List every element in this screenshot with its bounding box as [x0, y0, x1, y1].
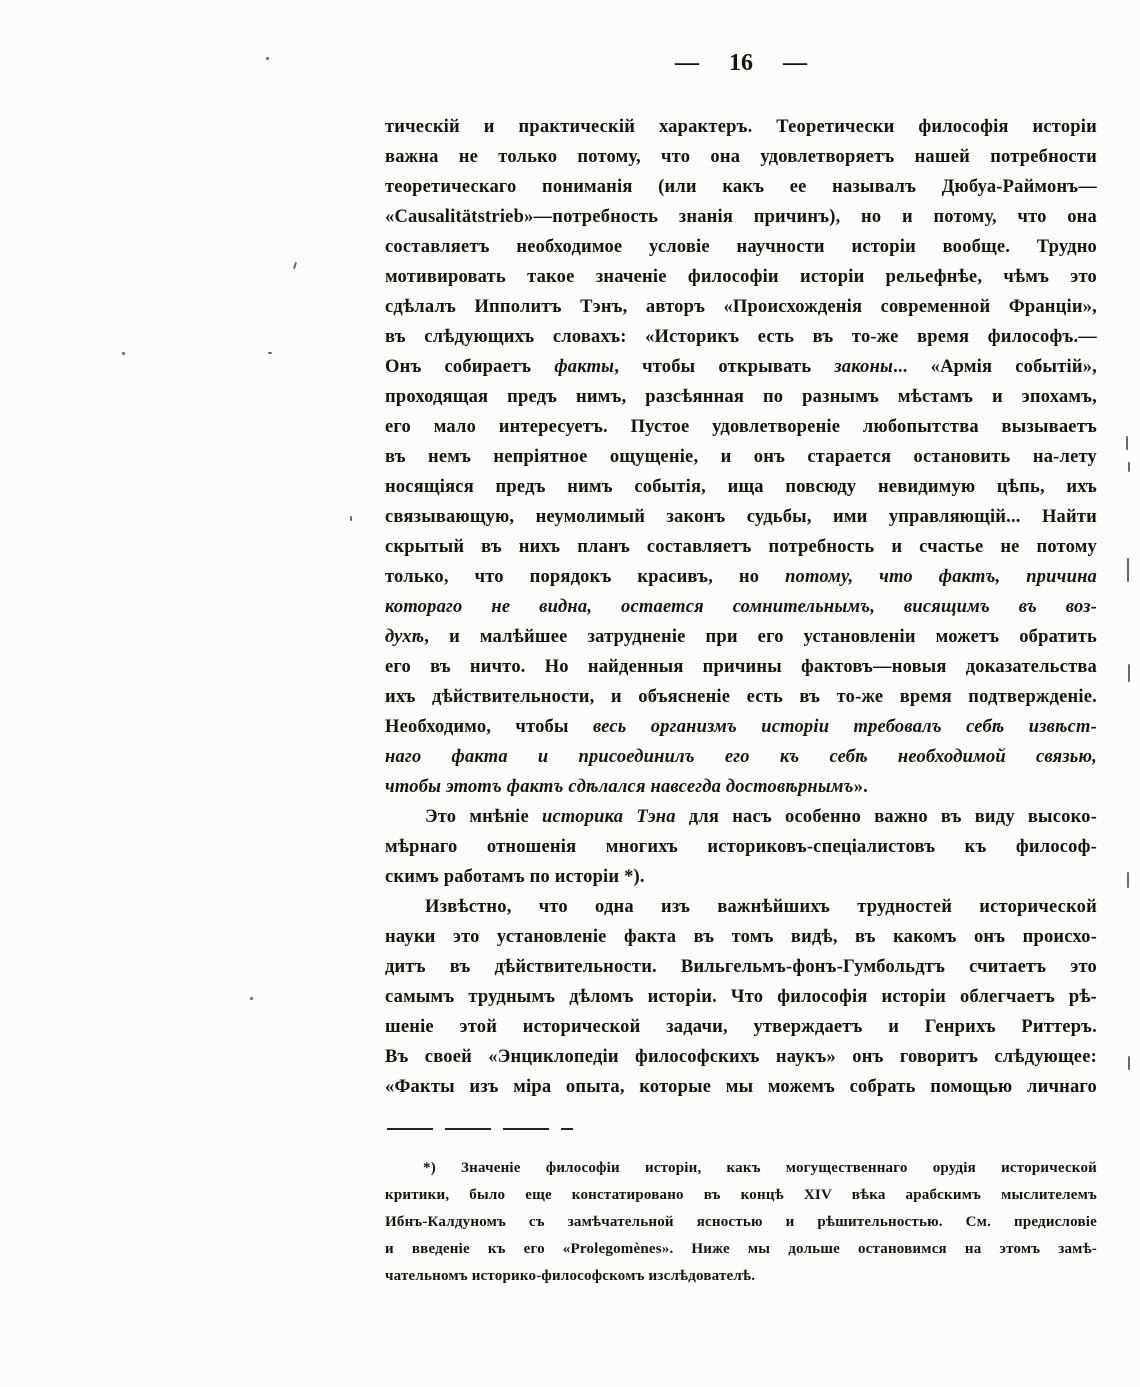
italic-text-run: потому, что фактъ, причина: [785, 567, 1097, 587]
text-line: [385, 622, 1097, 652]
text-run: «Факты изъ міра опыта, которые мы можемъ собрать помощью личнаго: [385, 1077, 1097, 1097]
text-run: самымъ труднымъ дѣломъ исторіи. Что философія исторіи облегчаетъ рѣ-: [385, 987, 1097, 1007]
text-line: [385, 1182, 1097, 1209]
text-run: Въ своей «Энциклопедіи философскихъ наукъ» онъ говоритъ слѣдующее:: [385, 1047, 1097, 1067]
italic-text-run: законы: [834, 357, 894, 377]
italic-text-run: наго факта и присоединилъ его къ себѣ необходимой связью,: [385, 747, 1097, 767]
text-line: [385, 682, 1097, 712]
text-run: ».: [853, 777, 869, 797]
text-run: *) Значеніе философіи исторіи, какъ могущественнаго орудія исторической: [423, 1160, 1097, 1176]
text-run: связывающую, неумолимый законъ судьбы, ими управляющій... Найти: [385, 507, 1097, 527]
text-line: [385, 952, 1097, 982]
page-number: [385, 50, 1097, 77]
text-run: мотивировать такое значеніе философіи исторіи рельефнѣе, чѣмъ это: [385, 267, 1097, 287]
text-run: и введеніе къ его «Prolegomènes». Ниже мы дольше остановимся на этомъ замѣ-: [385, 1241, 1097, 1257]
text-line: [385, 1209, 1097, 1236]
scan-speck: [1126, 436, 1128, 450]
text-run: проходящая предъ нимъ, разсѣянная по разнымъ мѣстамъ и эпохамъ,: [385, 387, 1097, 407]
text-line: [385, 772, 1097, 802]
text-line: [385, 202, 1097, 232]
text-run: скрытый въ нихъ планъ составляетъ потребность и счастье не потому: [385, 537, 1097, 557]
text-run: Онъ собираетъ: [385, 357, 555, 377]
text-run: составляетъ необходимое условіе научности исторіи вообще. Трудно: [385, 237, 1097, 257]
text-line: [385, 442, 1097, 472]
text-line: [385, 112, 1097, 142]
italic-text-run: котораго не видна, остается сомнительнымъ, висящимъ въ воз-: [385, 597, 1097, 617]
text-line: [385, 862, 1097, 892]
text-line: [385, 532, 1097, 562]
text-line: [385, 802, 1097, 832]
scan-speck: [268, 352, 272, 354]
italic-text-run: духѣ: [385, 627, 425, 647]
italic-text-run: историка Тэна: [542, 807, 676, 827]
text-run: , и малѣйшее затрудненіе при его установленіи можетъ обратить: [424, 627, 1097, 647]
text-line: [385, 562, 1097, 592]
text-run: для насъ особенно важно въ виду высоко-: [675, 807, 1097, 827]
italic-text-run: весь организмъ исторіи требовалъ себѣ извѣст-: [592, 717, 1097, 737]
text-line: [385, 1072, 1097, 1102]
scan-speck: [1128, 664, 1130, 682]
text-run: ихъ дѣйствительности, и объясненіе есть въ то-же время подтвержденіе.: [385, 687, 1097, 707]
text-line: [385, 172, 1097, 202]
text-line: [385, 922, 1097, 952]
text-run: въ немъ непріятное ощущеніе, и онъ старается остановить на-лету: [385, 447, 1097, 467]
scan-speck: [1127, 872, 1129, 888]
page-number-dash-left: —: [675, 50, 699, 76]
italic-text-run: чтобы этотъ фактъ сдѣлался навсегда достовѣрнымъ: [385, 777, 854, 797]
text-line: [385, 652, 1097, 682]
text-line: [385, 1012, 1097, 1042]
page-number-dash-right: —: [783, 50, 807, 76]
text-line: [385, 1236, 1097, 1263]
text-run: науки это установленіе факта въ томъ видѣ, въ какомъ онъ происхо-: [385, 927, 1097, 947]
text-run: дитъ въ дѣйствительности. Вильгельмъ-фонъ-Гумбольдтъ считаетъ это: [385, 957, 1097, 977]
text-run: теоретическаго пониманія (или какъ ее называлъ Дюбуа-Раймонъ—: [385, 177, 1097, 197]
text-run: важна не только потому, что она удовлетворяетъ нашей потребности: [385, 147, 1097, 167]
text-run: критики, было еще констатировано въ концѣ XIV вѣка арабскимъ мыслителемъ: [385, 1187, 1097, 1203]
text-run: только, что порядокъ красивъ, но: [385, 567, 786, 587]
text-run: Необходимо, чтобы: [385, 717, 593, 737]
text-run: скимъ работамъ по исторіи *).: [385, 867, 645, 887]
italic-text-run: факты: [554, 357, 615, 377]
text-line: [385, 472, 1097, 502]
scan-speck: [1128, 1056, 1130, 1070]
text-line: [385, 502, 1097, 532]
text-run: Извѣстно, что одна изъ важнѣйшихъ трудностей исторической: [425, 897, 1097, 917]
footnote: [385, 1155, 1097, 1290]
text-line: [385, 292, 1097, 322]
text-run: носящіяся предъ нимъ событія, ища повсюду невидимую цѣпь, ихъ: [385, 477, 1097, 497]
text-line: [385, 262, 1097, 292]
text-line: [385, 712, 1097, 742]
text-line: [385, 1263, 1097, 1290]
text-run: его мало интересуетъ. Пустое удовлетвореніе любопытства вызываетъ: [385, 417, 1097, 437]
text-line: [385, 412, 1097, 442]
text-line: [385, 592, 1097, 622]
text-run: Ибнъ-Калдуномъ съ замѣчательной ясностью и рѣшительностью. См. предисловіе: [385, 1214, 1097, 1230]
page-number-value: 16: [729, 50, 753, 76]
scan-speck: [1128, 462, 1130, 472]
text-run: тическій и практическій характеръ. Теоретически философія исторіи: [385, 117, 1097, 137]
text-line: [385, 142, 1097, 172]
text-line: [385, 892, 1097, 922]
text-run: ... «Армія событій»,: [893, 357, 1097, 377]
text-line: [385, 322, 1097, 352]
footnote-separator: [387, 1128, 573, 1130]
text-line: [385, 832, 1097, 862]
text-line: [385, 1042, 1097, 1072]
text-run: шеніе этой исторической задачи, утверждаетъ и Генрихъ Риттеръ.: [385, 1017, 1097, 1037]
scan-speck: [122, 352, 125, 355]
main-text: [385, 112, 1097, 1102]
scan-speck: [1127, 558, 1129, 582]
scan-speck: [250, 997, 253, 1000]
text-line: [385, 742, 1097, 772]
scan-speck: [350, 516, 352, 521]
text-run: сдѣлалъ Ипполитъ Тэнъ, авторъ «Происхожденія современной Франціи»,: [385, 297, 1097, 317]
text-run: въ слѣдующихъ словахъ: «Историкъ есть въ то-же время философъ.—: [385, 327, 1097, 347]
scan-speck: [293, 262, 297, 269]
text-line: [385, 1155, 1097, 1182]
text-line: [385, 232, 1097, 262]
text-run: , чтобы открывать: [614, 357, 835, 377]
text-run: «Causalitätstrieb»—потребность знанія причинъ), но и потому, что она: [385, 207, 1097, 227]
text-run: его въ ничто. Но найденныя причины фактовъ—новыя доказательства: [385, 657, 1097, 677]
text-line: [385, 352, 1097, 382]
text-run: чательномъ историко-философскомъ изслѣдователѣ.: [385, 1268, 756, 1284]
text-line: [385, 982, 1097, 1012]
text-run: мѣрнаго отношенія многихъ историковъ-спеціалистовъ къ философ-: [385, 837, 1097, 857]
text-line: [385, 382, 1097, 412]
text-run: Это мнѣніе: [425, 807, 543, 827]
scan-speck: [266, 57, 269, 60]
